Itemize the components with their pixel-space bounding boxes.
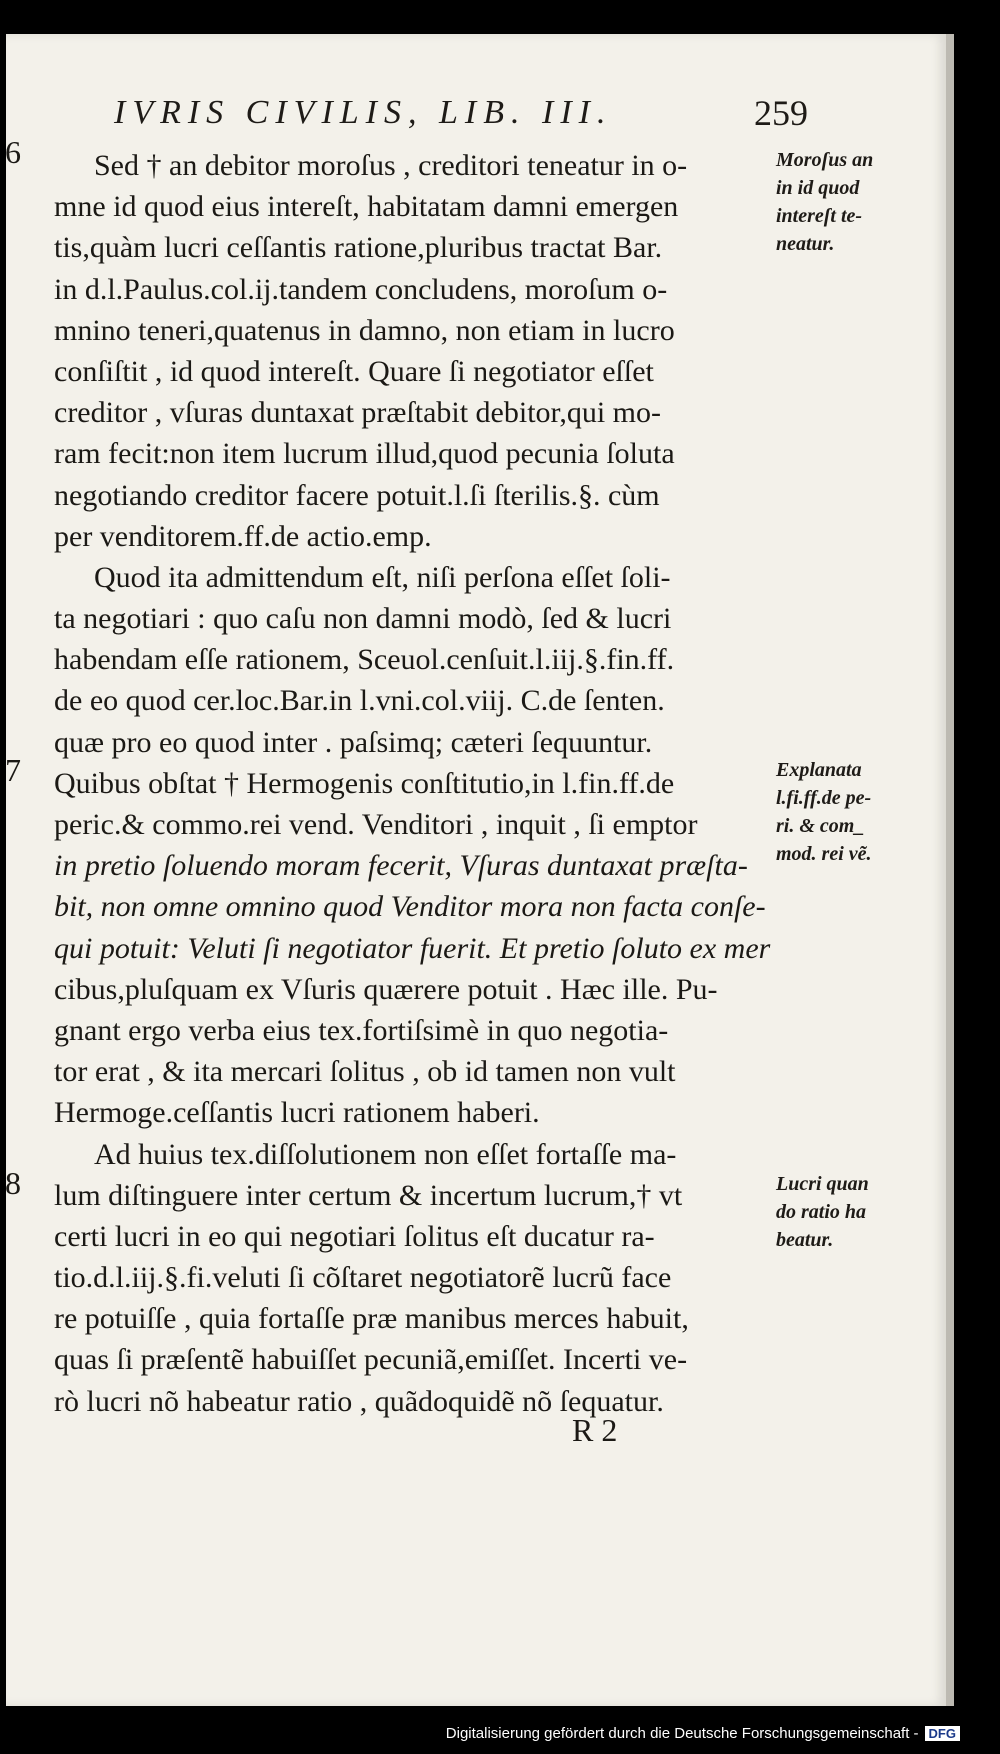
text-line: Quod ita admittendum eſt, niſi perſona eſſet ſoli- [94,560,671,594]
text-line: mnino teneri,quatenus in damno, non etiam in lucro [54,313,675,347]
text-line: quæ pro eo quod inter . paſsimq; cæteri ſequuntur. [54,725,653,759]
margin-number-8: 8 [5,1165,21,1201]
text-line: conſiſtit , id quod intereſt. Quare ſi negotiator eſſet [54,354,654,388]
signature-mark: R 2 [572,1412,618,1448]
text-line: re potuiſſe , quia fortaſſe præ manibus merces habuit, [54,1302,689,1336]
book-page [6,34,954,1706]
text-line: bit, non omne omnino quod Venditor mora non facta conſe- [54,890,766,924]
text-line: ta negotiari : quo caſu non damni modò, ſed & lucri [54,602,672,636]
side-note-line: neatur. [776,233,835,255]
text-line: tis,quàm lucri ceſſantis ratione,pluribus tractat Bar. [54,231,663,265]
side-note-line: Moroſus an [776,149,874,171]
digitization-credit [446,1725,960,1742]
dfg-logo: DFG [925,1726,960,1741]
paragraph [54,1134,774,1422]
side-note-line: mod. rei vẽ. [776,843,872,865]
paragraph [54,145,774,557]
text-line: in pretio ſoluendo moram fecerit, Vſuras duntaxat præſta- [54,849,748,883]
text-line: peric.& commo.rei vend. Venditori , inquit , ſi emptor [54,808,698,841]
paragraph [54,557,774,763]
text-line: per venditorem.ff.de actio.emp. [54,519,432,553]
text-line: lum diſtinguere inter certum & incertum lucrum,† vt [54,1178,683,1212]
text-line: mne id quod eius intereſt, habitatam damni emergen [54,190,679,224]
credit-text: Digitalisierung gefördert durch die Deutsche Forschungsgemeinschaft - [445,1725,919,1742]
side-note-moroso [776,146,946,258]
side-note-explanata [776,756,946,868]
side-note-lucri [776,1170,946,1254]
text-line: tor erat , & ita mercari ſolitus , ob id tamen non vult [54,1055,676,1089]
running-head: IVRIS CIVILIS, LIB. III. [114,94,613,131]
side-note-line: beatur. [776,1229,834,1251]
text-line: quas ſi præſentẽ habuiſſet pecuniã,emiſſet. Incerti ve- [54,1343,688,1377]
page-number: 259 [754,93,808,133]
side-note-line: ri. & com_ [776,815,865,837]
text-line: Quibus obſtat † Hermogenis conſtitutio,in l.fin.ff.de [54,766,675,800]
text-line: ram fecit:non item lucrum illud,quod pecunia ſoluta [54,437,675,471]
paragraph [54,763,774,1134]
side-note-line: intereſt te- [776,205,863,227]
text-line: certi lucri in eo qui negotiari ſolitus eſt ducatur ra- [54,1219,655,1253]
text-line: cibus,pluſquam ex Vſuris quærere potuit . Hæc ille. Pu- [54,972,718,1006]
text-line: tio.d.l.iij.§.fi.veluti ſi cõſtaret negotiatorẽ lucrũ face [54,1261,672,1295]
text-line: in d.l.Paulus.col.ij.tandem concludens, moroſum o- [54,272,668,306]
side-note-line: Lucri quan [776,1173,869,1195]
text-line: qui potuit: Veluti ſi negotiator fuerit. Et pretio ſoluto ex mer [54,931,771,965]
text-line: Ad huius tex.diſſolutionem non eſſet fortaſſe ma- [94,1137,677,1171]
side-note-line: Explanata [776,759,862,781]
margin-number-7: 7 [5,752,21,788]
margin-number-6: 6 [5,134,21,170]
text-line: habendam eſſe rationem, Sceuol.cenſuit.l.iij.§.fin.ff. [54,643,675,677]
main-text [54,145,774,1422]
text-line: gnant ergo verba eius tex.fortiſsimè in quo negotia- [54,1013,669,1047]
text-line: Sed † an debitor moroſus , creditori teneatur in o- [94,149,688,182]
text-line: creditor , vſuras duntaxat præſtabit debitor,qui mo- [54,396,661,430]
text-line: negotiando creditor facere potuit.l.ſi ſterilis.§. cùm [54,478,660,512]
text-line: Hermoge.ceſſantis lucri rationem haberi. [54,1096,540,1130]
text-line: rò lucri nõ habeatur ratio , quãdoquidẽ nõ ſequatur. [54,1384,664,1418]
side-note-line: l.fi.ff.de pe- [776,787,872,809]
text-line: de eo quod cer.loc.Bar.in l.vni.col.viij. C.de ſenten. [54,684,665,718]
side-note-line: do ratio ha [776,1201,867,1223]
side-note-line: in id quod [776,177,860,199]
